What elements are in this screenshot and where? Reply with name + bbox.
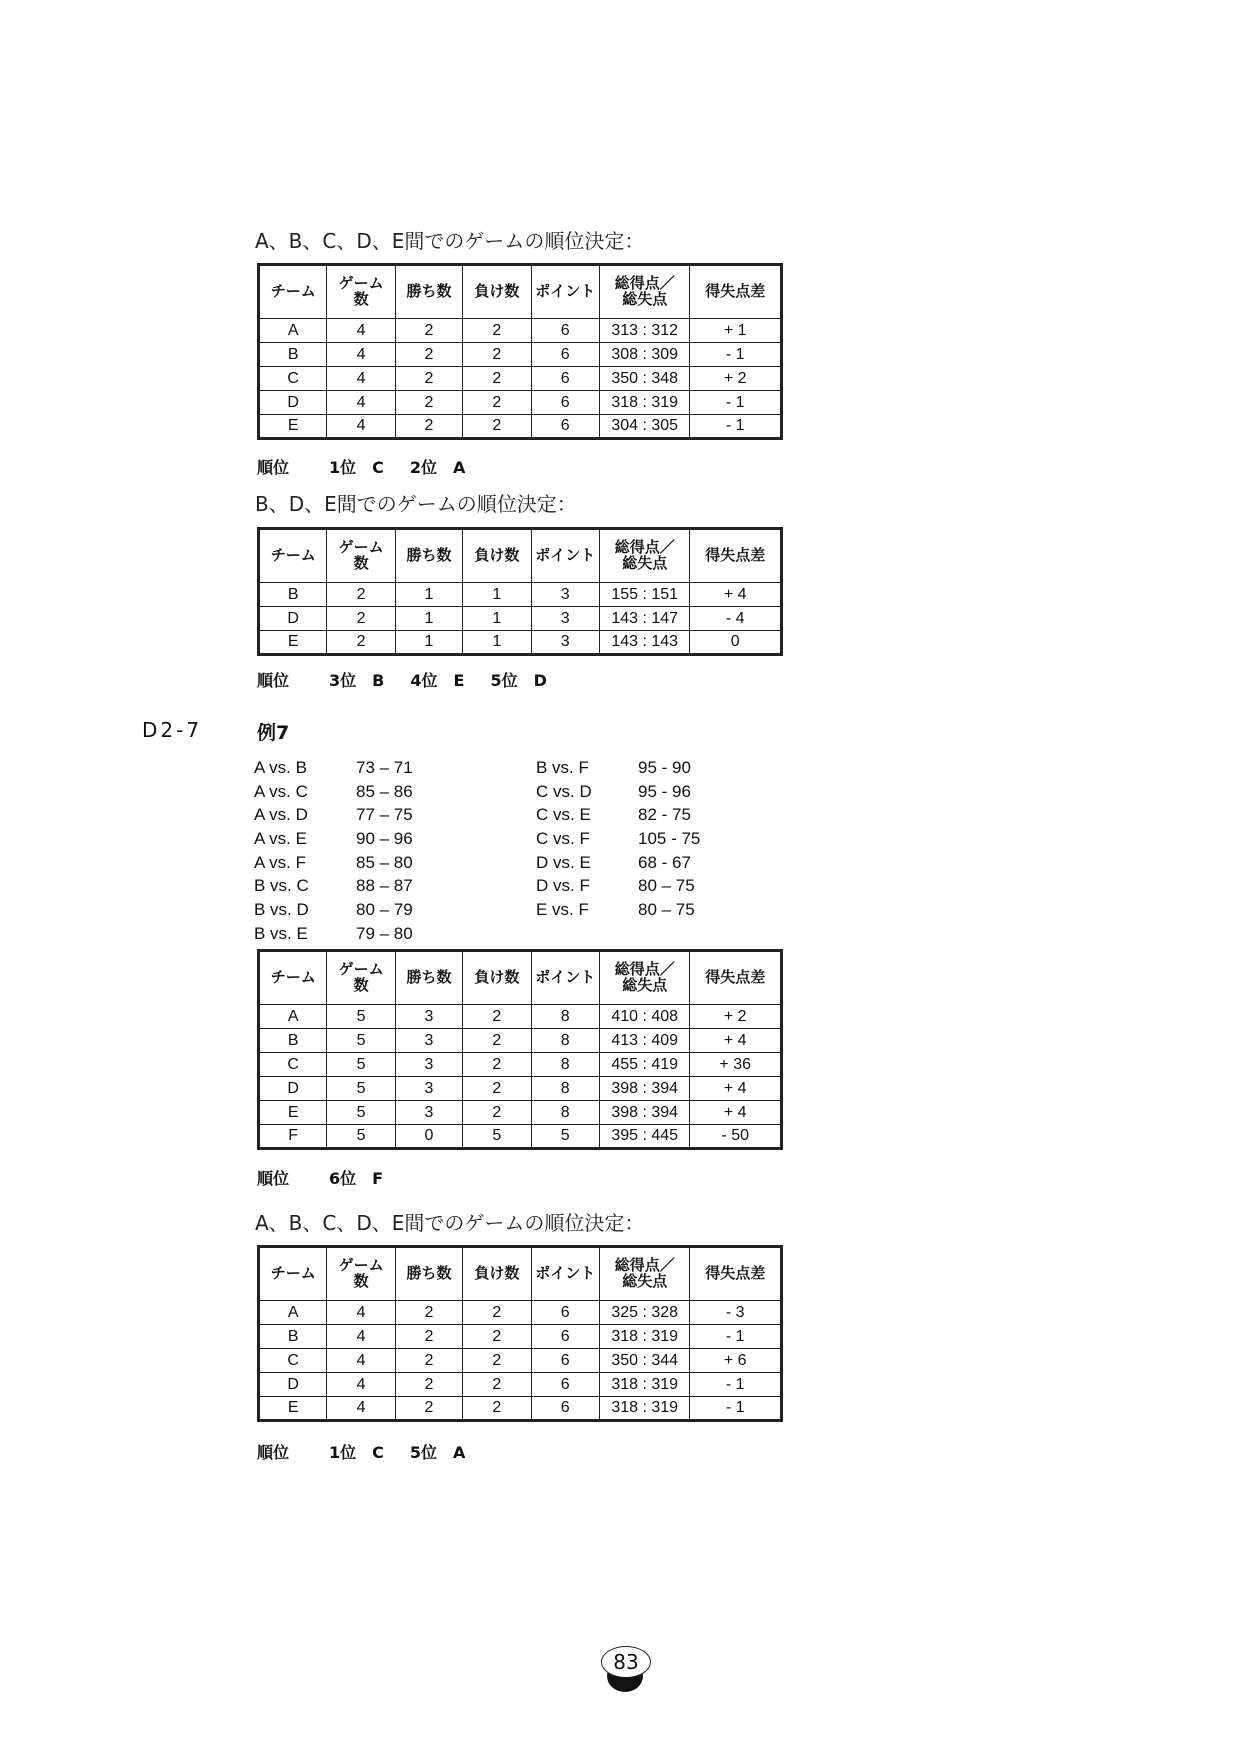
table-row xyxy=(259,1005,782,1029)
table-cell: F xyxy=(259,1125,327,1149)
page-number: 83 xyxy=(601,1646,651,1678)
table-cell: 0 xyxy=(395,1125,462,1149)
table-cell: 4 xyxy=(327,1349,395,1373)
matchup: C vs. D xyxy=(536,781,592,801)
ranking-line-1 xyxy=(257,455,491,478)
table-cell: 5 xyxy=(327,1101,395,1125)
results-left xyxy=(254,758,413,948)
matchup: B vs. C xyxy=(254,876,309,896)
section-code: D2-7 xyxy=(142,718,203,742)
ranking-entry: 2位 A xyxy=(409,458,466,477)
table-cell: 5 xyxy=(463,1125,531,1149)
score: 80 – 75 xyxy=(638,900,695,920)
game-result xyxy=(254,876,413,900)
table-cell: - 1 xyxy=(690,1325,782,1349)
ranking-entry: 1位 C xyxy=(329,1443,384,1462)
standings-table-4 xyxy=(257,1245,783,1422)
table-cell: C xyxy=(259,1349,327,1373)
table-cell: 4 xyxy=(327,1325,395,1349)
table-cell: 4 xyxy=(327,391,395,415)
table-row xyxy=(259,415,782,439)
table-cell: 5 xyxy=(327,1053,395,1077)
table-cell: 2 xyxy=(395,343,462,367)
table-row xyxy=(259,1053,782,1077)
table-cell: 1 xyxy=(463,631,531,655)
table-row xyxy=(259,367,782,391)
table-cell: 413 : 409 xyxy=(599,1029,690,1053)
table-cell: + 4 xyxy=(690,1077,782,1101)
table-cell: 410 : 408 xyxy=(599,1005,690,1029)
table-cell: 2 xyxy=(395,415,462,439)
game-result xyxy=(254,900,413,924)
table-cell: 2 xyxy=(395,1325,462,1349)
table-row xyxy=(259,343,782,367)
column-header: ポイント xyxy=(531,529,599,583)
table-cell: - 1 xyxy=(690,1373,782,1397)
table-row xyxy=(259,583,782,607)
table-cell: E xyxy=(259,1101,327,1125)
score: 79 – 80 xyxy=(356,923,413,943)
standings-table-1 xyxy=(257,263,783,440)
table-cell: D xyxy=(259,1077,327,1101)
table-cell: 5 xyxy=(327,1125,395,1149)
table-cell: 2 xyxy=(327,583,395,607)
table-cell: - 50 xyxy=(690,1125,782,1149)
score: 90 – 96 xyxy=(356,829,413,849)
ranking-entry: 5位 A xyxy=(409,1443,466,1462)
table-cell: A xyxy=(259,319,327,343)
table-cell: 4 xyxy=(327,1301,395,1325)
table-cell: 4 xyxy=(327,415,395,439)
table-cell: 2 xyxy=(463,1029,531,1053)
game-result xyxy=(536,805,700,829)
matchup: D vs. E xyxy=(536,852,591,872)
table-header xyxy=(259,265,782,319)
table-cell: 6 xyxy=(531,367,599,391)
table-cell: - 4 xyxy=(690,607,782,631)
matchup: A vs. E xyxy=(254,829,307,849)
table-cell: 325 : 328 xyxy=(599,1301,690,1325)
score: 77 – 75 xyxy=(356,805,413,825)
table-cell: 318 : 319 xyxy=(599,1373,690,1397)
table-cell: 318 : 319 xyxy=(599,1397,690,1421)
table-cell: 2 xyxy=(463,1077,531,1101)
example-title: 例7 xyxy=(257,722,290,744)
score: 68 - 67 xyxy=(638,852,691,872)
table-cell: 3 xyxy=(395,1053,462,1077)
column-header: ゲーム 数 xyxy=(327,951,395,1005)
game-result xyxy=(254,782,413,806)
ranking-entry: 5位 D xyxy=(490,671,547,690)
game-result xyxy=(536,782,700,806)
table-cell: 2 xyxy=(463,1349,531,1373)
table-cell: + 1 xyxy=(690,319,782,343)
column-header: 総得点／ 総失点 xyxy=(599,951,690,1005)
table-cell: 2 xyxy=(463,1053,531,1077)
column-header: チーム xyxy=(259,1247,327,1301)
column-header: 負け数 xyxy=(463,529,531,583)
score: 95 - 90 xyxy=(638,758,691,777)
table-cell: 4 xyxy=(327,1373,395,1397)
ranking-line-4 xyxy=(257,1440,491,1463)
ranking-entry: 3位 B xyxy=(329,671,385,690)
table-cell: A xyxy=(259,1301,327,1325)
table-cell: 3 xyxy=(531,583,599,607)
matchup: C vs. E xyxy=(536,805,591,825)
ranking-line-3 xyxy=(257,1166,409,1189)
table-cell: 8 xyxy=(531,1029,599,1053)
table-cell: + 36 xyxy=(690,1053,782,1077)
table-cell: 2 xyxy=(463,1373,531,1397)
table-cell: - 3 xyxy=(690,1301,782,1325)
column-header: チーム xyxy=(259,529,327,583)
table-cell: 5 xyxy=(327,1005,395,1029)
table-cell: 455 : 419 xyxy=(599,1053,690,1077)
table-cell: 308 : 309 xyxy=(599,343,690,367)
table-cell: 2 xyxy=(395,1349,462,1373)
table-cell: 2 xyxy=(463,1301,531,1325)
table-cell: 1 xyxy=(395,583,462,607)
table-cell: 304 : 305 xyxy=(599,415,690,439)
table-cell: 313 : 312 xyxy=(599,319,690,343)
table-header xyxy=(259,951,782,1005)
table-cell: 4 xyxy=(327,367,395,391)
score: 73 – 71 xyxy=(356,758,413,777)
table-cell: B xyxy=(259,343,327,367)
matchup: A vs. B xyxy=(254,758,307,777)
table-cell: 0 xyxy=(690,631,782,655)
column-header: 総得点／ 総失点 xyxy=(599,265,690,319)
standings-table-3 xyxy=(257,949,783,1150)
table-row xyxy=(259,1125,782,1149)
table-cell: 8 xyxy=(531,1077,599,1101)
table-cell: 2 xyxy=(395,1301,462,1325)
matchup: C vs. F xyxy=(536,829,590,849)
table-cell: 8 xyxy=(531,1005,599,1029)
column-header: 勝ち数 xyxy=(395,529,462,583)
game-result xyxy=(254,758,413,782)
table-cell: 318 : 319 xyxy=(599,1325,690,1349)
standings-table-2 xyxy=(257,527,783,656)
table-cell: 3 xyxy=(395,1029,462,1053)
column-header: ポイント xyxy=(531,1247,599,1301)
table-cell: 3 xyxy=(395,1077,462,1101)
table-cell: 6 xyxy=(531,343,599,367)
table-cell: 398 : 394 xyxy=(599,1101,690,1125)
table-row xyxy=(259,1077,782,1101)
table-cell: + 4 xyxy=(690,1029,782,1053)
column-header: 総得点／ 総失点 xyxy=(599,1247,690,1301)
table-cell: 318 : 319 xyxy=(599,391,690,415)
table-cell: 350 : 348 xyxy=(599,367,690,391)
column-header: 負け数 xyxy=(463,951,531,1005)
table-cell: 395 : 445 xyxy=(599,1125,690,1149)
table-cell: 6 xyxy=(531,415,599,439)
column-header: 得失点差 xyxy=(690,1247,782,1301)
table-cell: 1 xyxy=(395,631,462,655)
column-header: 負け数 xyxy=(463,265,531,319)
table-cell: 5 xyxy=(531,1125,599,1149)
game-result xyxy=(254,805,413,829)
matchup: D vs. F xyxy=(536,876,590,896)
table-cell: 2 xyxy=(463,1005,531,1029)
table-cell: 8 xyxy=(531,1053,599,1077)
table-cell: 2 xyxy=(395,1397,462,1421)
results-right xyxy=(536,758,700,924)
ranking-label: 順位 xyxy=(257,1169,290,1188)
table-cell: A xyxy=(259,1005,327,1029)
table-cell: 6 xyxy=(531,1373,599,1397)
column-header: ゲーム 数 xyxy=(327,265,395,319)
ranking-label: 順位 xyxy=(257,671,290,690)
table-row xyxy=(259,1397,782,1421)
table-cell: 2 xyxy=(463,319,531,343)
table-cell: 155 : 151 xyxy=(599,583,690,607)
table-header xyxy=(259,1247,782,1301)
column-header: 得失点差 xyxy=(690,265,782,319)
table-cell: + 4 xyxy=(690,1101,782,1125)
game-result xyxy=(536,876,700,900)
table-cell: 4 xyxy=(327,1397,395,1421)
table-row xyxy=(259,391,782,415)
table-cell: 2 xyxy=(395,1373,462,1397)
table-cell: 6 xyxy=(531,1397,599,1421)
score: 80 – 79 xyxy=(356,900,413,920)
table-cell: 2 xyxy=(395,367,462,391)
column-header: 勝ち数 xyxy=(395,265,462,319)
column-header: 得失点差 xyxy=(690,529,782,583)
table-cell: D xyxy=(259,391,327,415)
matchup: A vs. F xyxy=(254,852,306,872)
game-result xyxy=(254,924,413,948)
table-cell: 350 : 344 xyxy=(599,1349,690,1373)
table-cell: 2 xyxy=(463,1397,531,1421)
game-result xyxy=(254,829,413,853)
column-header: 勝ち数 xyxy=(395,951,462,1005)
matchup: E vs. F xyxy=(536,900,589,920)
column-header: 総得点／ 総失点 xyxy=(599,529,690,583)
ranking-label: 順位 xyxy=(257,1443,290,1462)
game-result xyxy=(536,758,700,782)
table-cell: 5 xyxy=(327,1077,395,1101)
table-cell: B xyxy=(259,1029,327,1053)
column-header: チーム xyxy=(259,265,327,319)
table-cell: - 1 xyxy=(690,343,782,367)
table-cell: + 4 xyxy=(690,583,782,607)
score: 105 - 75 xyxy=(638,829,701,849)
table-cell: 143 : 147 xyxy=(599,607,690,631)
table-row xyxy=(259,1373,782,1397)
table-cell: 2 xyxy=(327,607,395,631)
matchup: A vs. C xyxy=(254,781,308,801)
section-title-1: A、B、C、D、E間でのゲームの順位決定： xyxy=(255,229,645,253)
ranking-entry: 4位 E xyxy=(410,671,465,690)
matchup: B vs. F xyxy=(536,758,589,777)
table-cell: 6 xyxy=(531,319,599,343)
table-row xyxy=(259,1325,782,1349)
column-header: 勝ち数 xyxy=(395,1247,462,1301)
table-cell: 2 xyxy=(463,415,531,439)
table-row xyxy=(259,319,782,343)
table-cell: + 2 xyxy=(690,367,782,391)
table-cell: 2 xyxy=(463,391,531,415)
game-result xyxy=(536,900,700,924)
table-cell: C xyxy=(259,1053,327,1077)
table-cell: E xyxy=(259,1397,327,1421)
table-row xyxy=(259,1029,782,1053)
table-cell: 6 xyxy=(531,1349,599,1373)
matchup: A vs. D xyxy=(254,805,308,825)
table-header xyxy=(259,529,782,583)
table-cell: 2 xyxy=(463,343,531,367)
section-title-3: A、B、C、D、E間でのゲームの順位決定： xyxy=(255,1211,645,1235)
table-cell: 2 xyxy=(395,391,462,415)
column-header: ポイント xyxy=(531,951,599,1005)
table-cell: - 1 xyxy=(690,391,782,415)
table-cell: 4 xyxy=(327,319,395,343)
matchup: B vs. D xyxy=(254,900,309,920)
ranking-label: 順位 xyxy=(257,458,290,477)
table-cell: 2 xyxy=(463,1325,531,1349)
table-cell: 6 xyxy=(531,1301,599,1325)
table-row xyxy=(259,1349,782,1373)
table-cell: 3 xyxy=(395,1005,462,1029)
column-header: 得失点差 xyxy=(690,951,782,1005)
table-cell: 1 xyxy=(395,607,462,631)
table-cell: 8 xyxy=(531,1101,599,1125)
table-row xyxy=(259,1101,782,1125)
table-cell: B xyxy=(259,1325,327,1349)
table-cell: 6 xyxy=(531,391,599,415)
column-header: ゲーム 数 xyxy=(327,529,395,583)
table-row xyxy=(259,631,782,655)
table-row xyxy=(259,607,782,631)
section-title-2: B、D、E間でのゲームの順位決定： xyxy=(255,492,577,516)
table-cell: - 1 xyxy=(690,415,782,439)
table-cell: 1 xyxy=(463,607,531,631)
table-cell: 143 : 143 xyxy=(599,631,690,655)
score: 85 – 86 xyxy=(356,781,413,801)
table-cell: B xyxy=(259,583,327,607)
table-cell: 2 xyxy=(463,367,531,391)
score: 88 – 87 xyxy=(356,876,413,896)
table-cell: 4 xyxy=(327,343,395,367)
score: 95 - 96 xyxy=(638,781,691,801)
column-header: チーム xyxy=(259,951,327,1005)
table-cell: 3 xyxy=(395,1101,462,1125)
column-header: ポイント xyxy=(531,265,599,319)
table-cell: 2 xyxy=(395,319,462,343)
table-cell: 3 xyxy=(531,631,599,655)
score: 80 – 75 xyxy=(638,876,695,896)
ranking-entry: 6位 F xyxy=(329,1169,384,1188)
table-cell: C xyxy=(259,367,327,391)
table-cell: 2 xyxy=(463,1101,531,1125)
ranking-entry: 1位 C xyxy=(329,458,384,477)
table-cell: + 2 xyxy=(690,1005,782,1029)
table-cell: 5 xyxy=(327,1029,395,1053)
table-row xyxy=(259,1301,782,1325)
matchup: B vs. E xyxy=(254,923,308,943)
score: 85 – 80 xyxy=(356,852,413,872)
game-result xyxy=(254,853,413,877)
table-cell: 3 xyxy=(531,607,599,631)
table-cell: D xyxy=(259,1373,327,1397)
table-cell: 2 xyxy=(327,631,395,655)
table-cell: 6 xyxy=(531,1325,599,1349)
column-header: ゲーム 数 xyxy=(327,1247,395,1301)
score: 82 - 75 xyxy=(638,805,691,825)
ranking-line-2 xyxy=(257,668,573,691)
game-result xyxy=(536,829,700,853)
table-cell: D xyxy=(259,607,327,631)
column-header: 負け数 xyxy=(463,1247,531,1301)
table-cell: - 1 xyxy=(690,1397,782,1421)
table-cell: 398 : 394 xyxy=(599,1077,690,1101)
table-cell: E xyxy=(259,415,327,439)
game-result xyxy=(536,853,700,877)
table-cell: E xyxy=(259,631,327,655)
table-cell: 1 xyxy=(463,583,531,607)
table-cell: + 6 xyxy=(690,1349,782,1373)
